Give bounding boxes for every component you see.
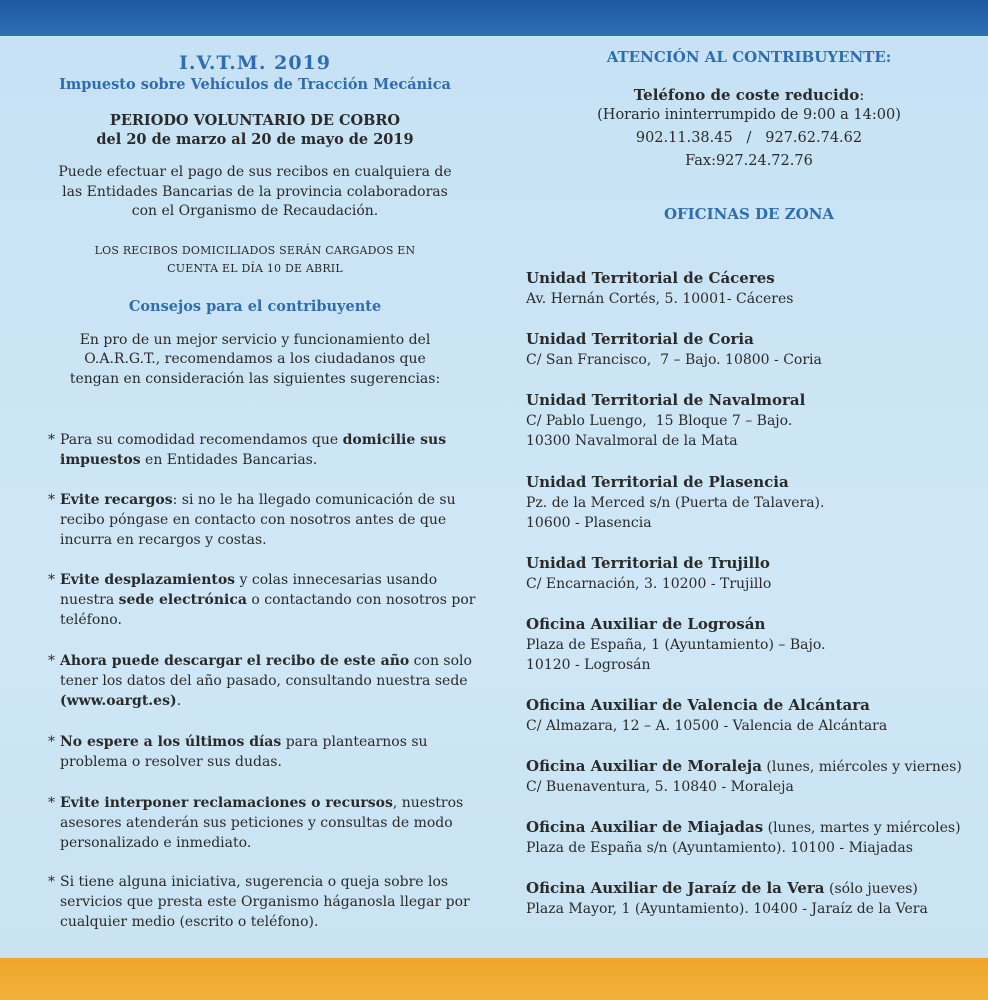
offices-heading: OFICINAS DE ZONA — [663, 205, 835, 223]
office-entry — [526, 390, 986, 451]
office-name: Oficina Auxiliar de Logrosán — [526, 615, 766, 633]
tip-item — [48, 732, 488, 772]
tip-item — [48, 430, 488, 470]
office-address: C/ Almazara, 12 – A. 10500 - Valencia de Alcántara — [526, 718, 888, 734]
tip-bullet: * — [48, 572, 55, 588]
direct-debit-notice-line-2: CUENTA EL DÍA 10 DE ABRIL — [167, 261, 343, 275]
office-name: Unidad Territorial de Navalmoral — [526, 391, 806, 409]
office-schedule-note: (lunes, miércoles y viernes) — [761, 759, 962, 775]
tip-text: , nuestros asesores atenderán sus peticiones y consultas de modo personalizado e inmediato. — [60, 795, 464, 851]
period-title: PERIODO VOLUNTARIO DE COBRO — [109, 112, 401, 129]
tip-text: para plantearnos su problema o resolver sus dudas. — [60, 734, 428, 770]
tip-text: en Entidades Bancarias. — [140, 452, 318, 468]
office-address: C/ Encarnación, 3. 10200 - Trujillo — [526, 576, 772, 592]
direct-debit-notice-line-1: LOS RECIBOS DOMICILIADOS SERÁN CARGADOS EN — [94, 243, 416, 257]
period-block — [0, 111, 510, 149]
office-schedule-note: (sólo jueves) — [824, 881, 918, 897]
office-address: Pz. de la Merced s/n (Puerta de Talavera). — [526, 495, 825, 511]
office-name: Oficina Auxiliar de Moraleja — [526, 757, 762, 775]
tip-text: y colas innecesarias usando nuestra — [60, 572, 438, 608]
tip-item — [48, 793, 488, 853]
tip-emphasis: Ahora puede descargar el recibo de este año — [60, 653, 410, 669]
page-title: I.V.T.M. 2019 — [179, 52, 331, 74]
office-entry — [526, 614, 986, 675]
office-address: C/ Buenaventura, 5. 10840 - Moraleja — [526, 779, 794, 795]
direct-debit-notice — [0, 242, 510, 278]
office-entry — [526, 878, 986, 919]
page-subtitle: Impuesto sobre Vehículos de Tracción Mecánica — [59, 76, 451, 93]
left-column — [0, 36, 510, 930]
office-address: 10600 - Plasencia — [526, 515, 652, 531]
office-entry — [526, 268, 986, 309]
tip-item — [48, 490, 488, 550]
office-name: Unidad Territorial de Cáceres — [526, 269, 775, 287]
payment-info: Puede efectuar el pago de sus recibos en cualquiera de las Entidades Bancarias de la provincia colaboradoras con el Organismo de Recaudación. — [58, 164, 452, 219]
tip-text: . — [176, 693, 182, 709]
office-name: Unidad Territorial de Trujillo — [526, 554, 770, 572]
office-entry — [526, 472, 986, 533]
tip-text: con solo tener los datos del año pasado, consultando nuestra sede — [60, 653, 472, 689]
tip-emphasis: Evite recargos — [60, 492, 173, 508]
tip-bullet: * — [48, 874, 55, 890]
contact-block — [510, 104, 988, 173]
office-name: Oficina Auxiliar de Miajadas — [526, 818, 764, 836]
office-address: Plaza de España s/n (Ayuntamiento). 10100 - Miajadas — [526, 840, 913, 856]
right-column — [510, 36, 988, 917]
phone-numbers: 902.11.38.45 / 927.62.74.62 — [635, 130, 863, 146]
office-name: Oficina Auxiliar de Valencia de Alcántara — [526, 696, 870, 714]
office-address: Plaza de España, 1 (Ayuntamiento) – Bajo. — [526, 637, 826, 653]
tip-bullet: * — [48, 492, 55, 508]
advice-intro: En pro de un mejor servicio y funcionamiento del O.A.R.G.T., recomendamos a los ciudadanos que tengan en consideración las siguientes sugerencias: — [69, 331, 441, 387]
office-address: 10120 - Logrosán — [526, 657, 651, 673]
office-schedule-note: (lunes, martes y miércoles) — [763, 820, 961, 836]
phone-label-line — [510, 86, 988, 104]
office-address: Av. Hernán Cortés, 5. 10001- Cáceres — [526, 291, 794, 307]
tip-emphasis: sede electrónica — [118, 592, 247, 608]
bottom-color-band — [0, 958, 988, 1000]
tip-text: Para su comodidad recomendamos que — [60, 432, 343, 448]
tip-emphasis: (www.oargt.es) — [60, 693, 177, 709]
tip-text: o contactando con nosotros por teléfono. — [60, 592, 476, 628]
office-name: Unidad Territorial de Coria — [526, 330, 754, 348]
office-entry — [526, 553, 986, 594]
tip-item — [48, 570, 488, 630]
office-name: Oficina Auxiliar de Jaraíz de la Vera — [526, 879, 825, 897]
tip-emphasis: domicilie sus impuestos — [60, 432, 447, 468]
phone-label-colon: : — [859, 86, 865, 104]
office-entry — [526, 329, 986, 370]
tip-emphasis: Evite interponer reclamaciones o recursos — [60, 795, 393, 811]
tip-bullet: * — [48, 795, 55, 811]
tip-item — [48, 872, 488, 932]
top-color-band — [0, 0, 988, 36]
schedule: (Horario ininterrumpido de 9:00 a 14:00) — [597, 107, 901, 123]
tip-text: Si tiene alguna iniciativa, sugerencia o queja sobre los servicios que presta este Organismo háganosla llegar por cualquier medio (escrito o teléfono). — [60, 874, 470, 930]
advice-heading: Consejos para el contribuyente — [128, 297, 382, 315]
office-address: Plaza Mayor, 1 (Ayuntamiento). 10400 - Jaraíz de la Vera — [526, 901, 928, 917]
tip-emphasis: Evite desplazamientos — [60, 572, 236, 588]
office-entry — [526, 817, 986, 858]
tip-bullet: * — [48, 734, 55, 750]
office-entry — [526, 695, 986, 736]
phone-label: Teléfono de coste reducido — [633, 86, 860, 104]
period-dates: del 20 de marzo al 20 de mayo de 2019 — [96, 131, 414, 148]
tip-text: : si no le ha llegado comunicación de su recibo póngase en contacto con nosotros antes de que incurra en recargos y costas. — [60, 492, 456, 548]
tip-emphasis: No espere a los últimos días — [60, 734, 282, 750]
office-address: 10300 Navalmoral de la Mata — [526, 433, 738, 449]
office-name: Unidad Territorial de Plasencia — [526, 473, 789, 491]
office-address: C/ San Francisco, 7 – Bajo. 10800 - Coria — [526, 352, 822, 368]
office-entry — [526, 756, 986, 797]
tip-item — [48, 651, 488, 711]
office-address: C/ Pablo Luengo, 15 Bloque 7 – Bajo. — [526, 413, 793, 429]
brochure-page — [0, 36, 988, 958]
attention-heading: ATENCIÓN AL CONTRIBUYENTE: — [606, 48, 892, 66]
tip-bullet: * — [48, 432, 55, 448]
fax-number: Fax:927.24.72.76 — [685, 153, 813, 169]
tip-bullet: * — [48, 653, 55, 669]
